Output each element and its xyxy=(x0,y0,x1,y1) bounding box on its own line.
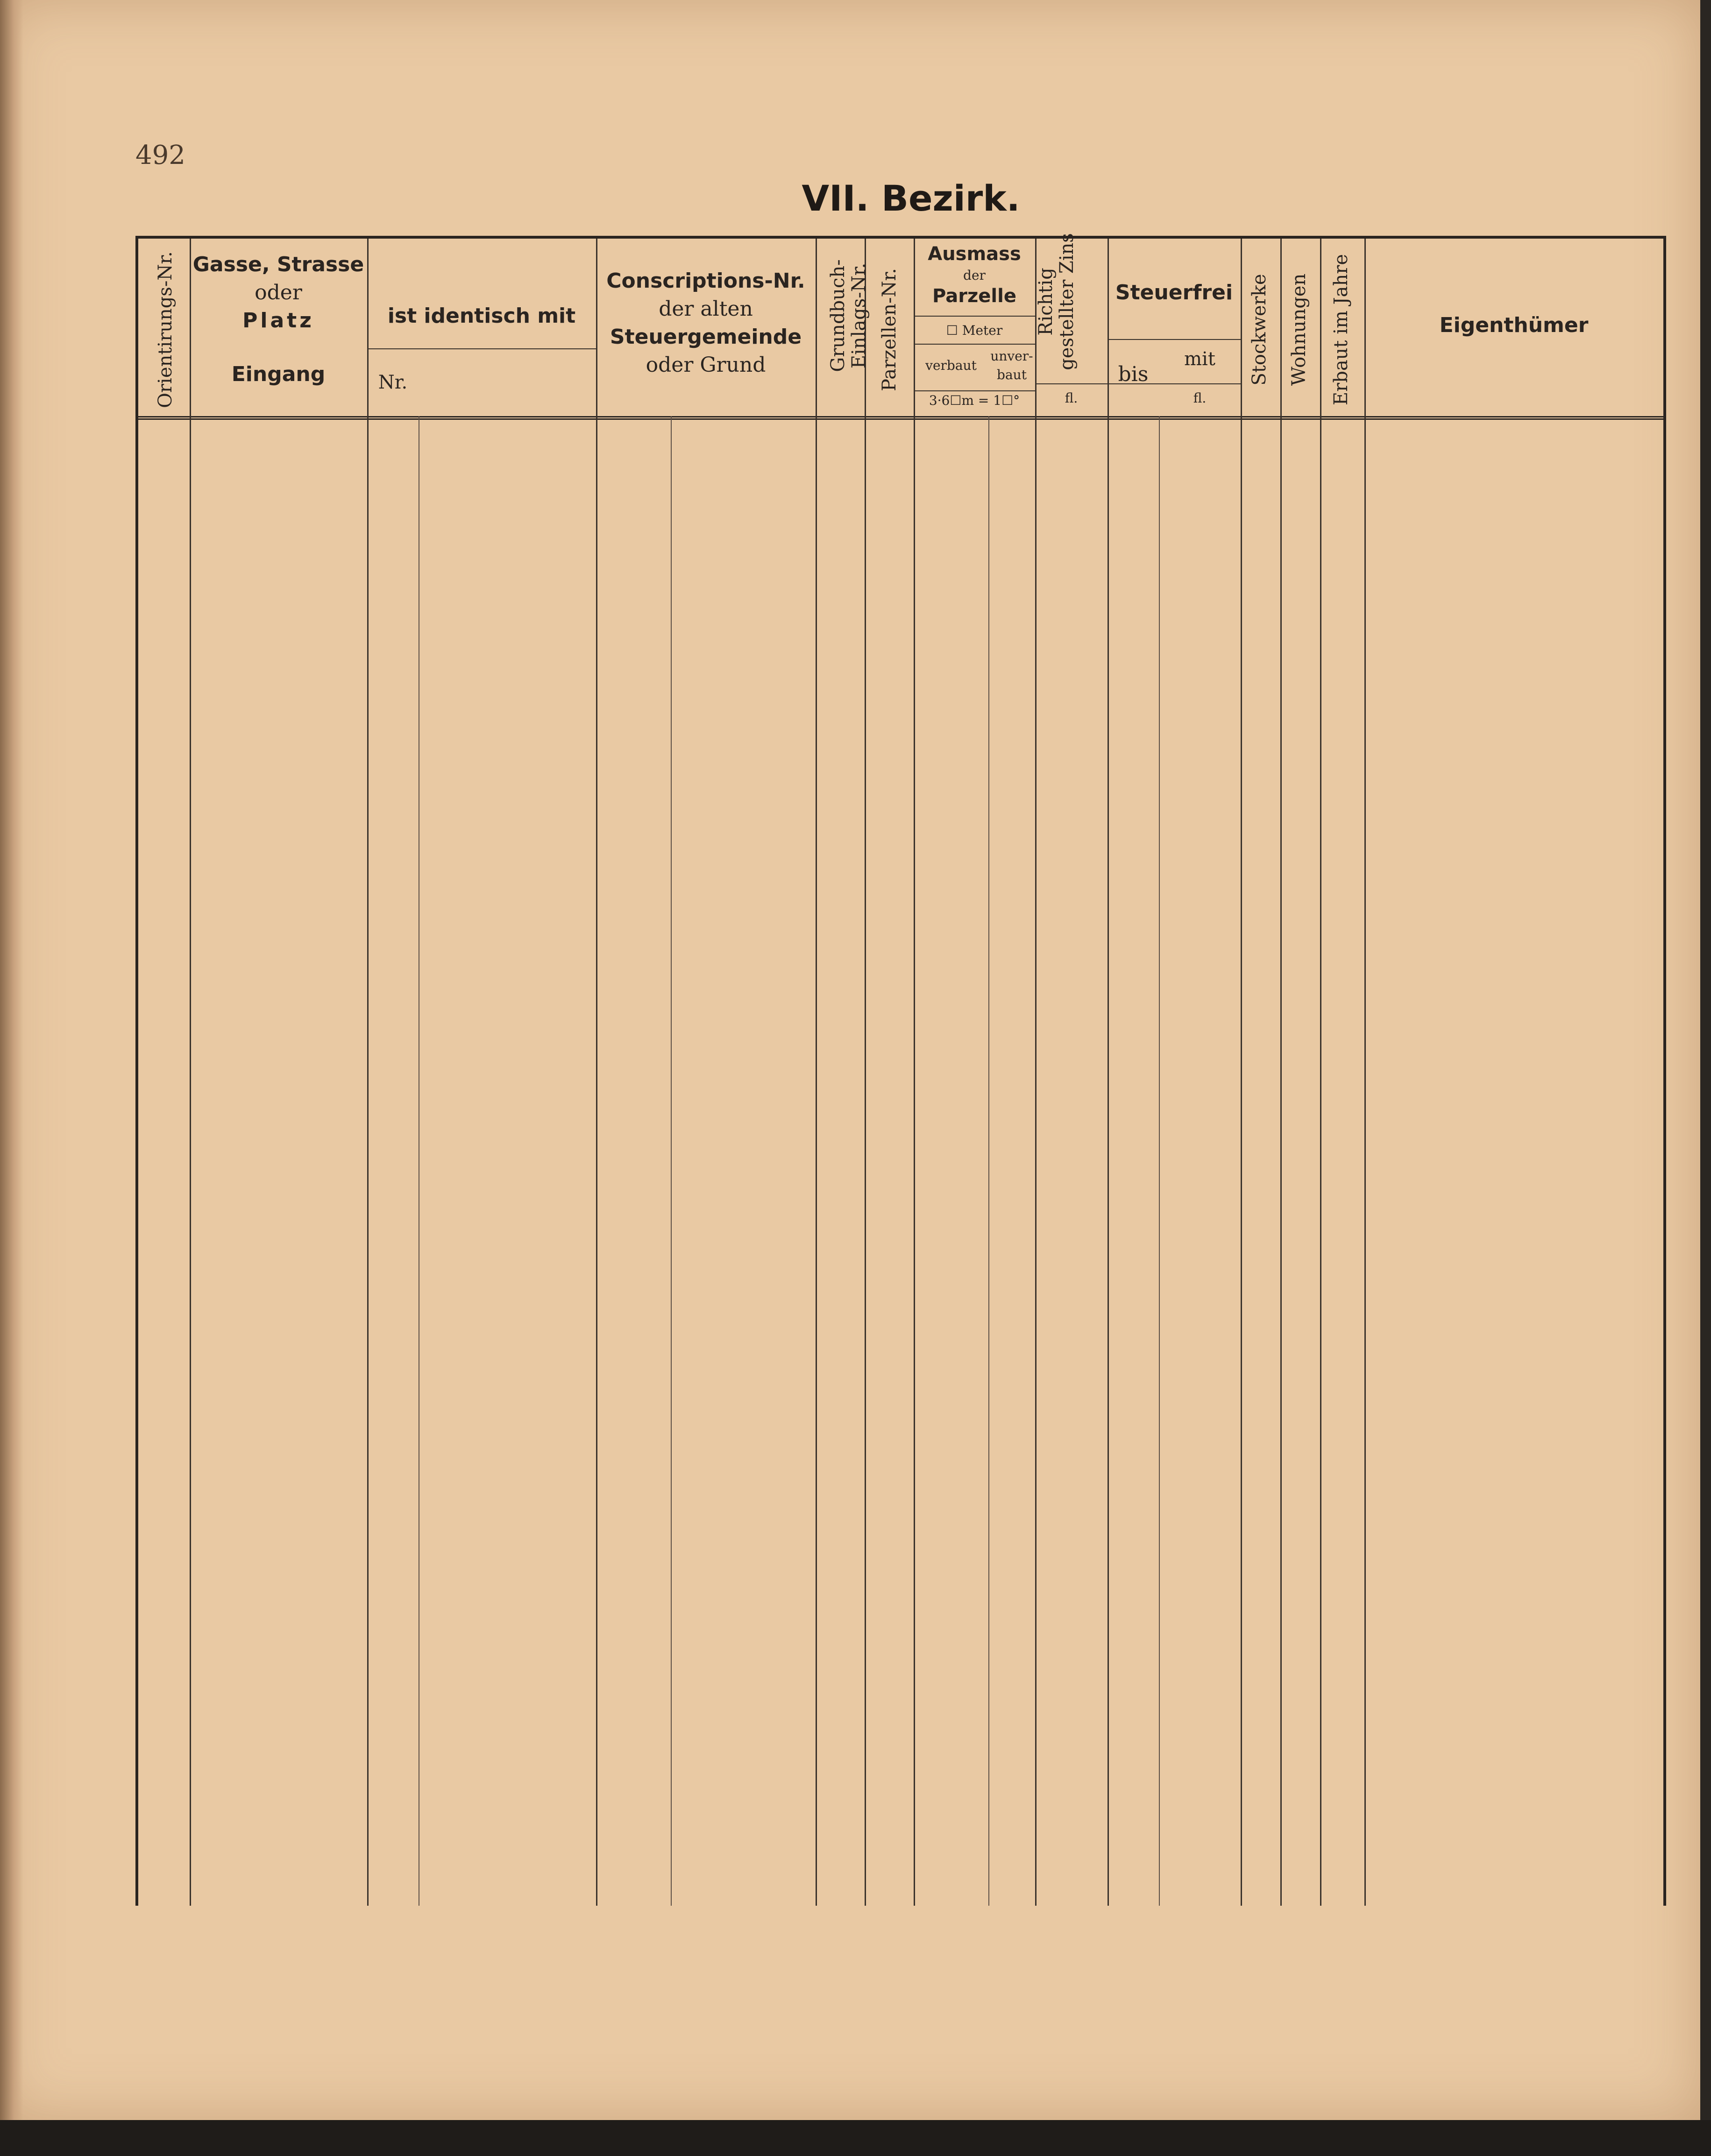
header-steuerfrei: Steuerfrei xyxy=(1115,281,1233,304)
header-gasse: Gasse, Strasse xyxy=(192,253,364,276)
header-eingang: Eingang xyxy=(231,362,326,386)
header-oder-grund: oder Grund xyxy=(646,353,766,377)
header-platz: Platz xyxy=(242,309,314,332)
header-gestellter-zins: gestellter Zins xyxy=(1056,233,1078,370)
column-rule xyxy=(367,239,369,1906)
page-number: 492 xyxy=(135,140,185,170)
header-conscription: Conscriptions-Nr. xyxy=(606,269,805,293)
header-zins-unit: fl. xyxy=(1065,390,1078,406)
header-identisch-nr: Nr. xyxy=(378,372,408,393)
header-grundbuch: Grundbuch- xyxy=(827,259,849,372)
header-unverbaut-1: unver- xyxy=(990,348,1033,364)
column-rule xyxy=(914,239,915,1906)
column-rule xyxy=(596,239,597,1906)
header-gasse-oder: oder xyxy=(255,281,302,304)
column-rule xyxy=(816,239,817,1906)
header-sub-rule xyxy=(367,348,596,349)
header-parzellen-nr: Parzellen-Nr. xyxy=(879,268,900,391)
column-rule xyxy=(865,239,866,1906)
column-rule xyxy=(1320,239,1321,1906)
header-parzelle: Parzelle xyxy=(932,285,1016,307)
header-steuerfrei-unit: fl. xyxy=(1193,390,1207,406)
register-form-table xyxy=(135,233,1666,1906)
header-stockwerke: Stockwerke xyxy=(1249,274,1270,386)
header-richtig: Richtig xyxy=(1035,268,1057,336)
header-meter: ☐ Meter xyxy=(946,323,1003,338)
column-rule xyxy=(1280,239,1282,1906)
column-rule xyxy=(1035,239,1037,1906)
column-rule xyxy=(988,416,989,1906)
header-ausmass-der: der xyxy=(963,268,986,283)
binding-edge xyxy=(0,0,23,2120)
header-sub-rule xyxy=(1108,339,1241,340)
header-einlags-nr: Einlags-Nr. xyxy=(848,262,870,369)
header-sub-rule xyxy=(914,390,1035,391)
header-ausmass: Ausmass xyxy=(928,243,1021,265)
column-rule xyxy=(1159,416,1160,1906)
header-conscription-alten: der alten xyxy=(659,297,753,321)
column-rule xyxy=(1108,239,1109,1906)
header-sub-rule xyxy=(914,316,1035,317)
header-verbaut: verbaut xyxy=(925,358,977,373)
page-title: VII. Bezirk. xyxy=(802,177,1020,219)
header-eigenthuemer: Eigenthümer xyxy=(1439,313,1589,337)
column-rule xyxy=(1364,239,1366,1906)
header-erbaut: Erbaut im Jahre xyxy=(1330,254,1352,406)
header-sub-rule xyxy=(914,344,1035,345)
header-identisch: ist identisch mit xyxy=(387,304,576,328)
header-orientirungs-nr: Orientirungs-Nr. xyxy=(155,251,176,408)
scan-background xyxy=(0,2120,1711,2156)
header-steuerfrei-bis: bis xyxy=(1118,362,1149,386)
header-steuergemeinde: Steuergemeinde xyxy=(610,325,802,349)
header-ausmass-formula: 3·6☐m = 1☐° xyxy=(929,393,1020,408)
header-steuerfrei-mit: mit xyxy=(1184,348,1215,370)
column-rule xyxy=(671,416,672,1906)
header-wohnungen: Wohnungen xyxy=(1288,273,1310,386)
header-unverbaut-2: baut xyxy=(997,367,1027,382)
column-rule xyxy=(1241,239,1242,1906)
column-rule xyxy=(190,239,191,1906)
